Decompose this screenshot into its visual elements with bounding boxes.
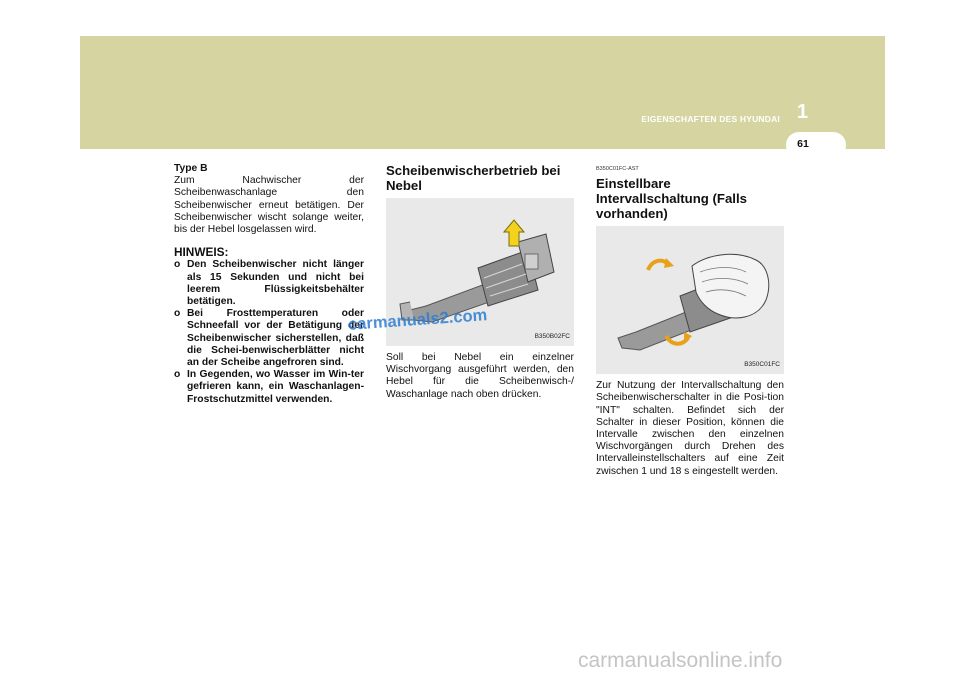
- column-right: [596, 163, 784, 478]
- bullet: o: [174, 369, 181, 381]
- fog-paragraph: Soll bei Nebel ein einzelner Wischvorgang ausgeführt werden, den Hebel für die Scheibenwisch-/ Waschanlage nach oben drücken.: [386, 352, 574, 400]
- list-item: [174, 259, 364, 308]
- note-text: Bei Frosttemperaturen oder Schneefall vor der Betätigung der Scheibenwischer sicherstellen, daß die Schei-benwischerblätter nicht an der Scheibe angefroren sind.: [187, 308, 364, 369]
- list-item: [174, 369, 364, 406]
- section-title-fog: Scheibenwischerbetrieb bei Nebel: [386, 163, 561, 193]
- column-left: [174, 163, 364, 406]
- hinweis-heading: HINWEIS:: [174, 245, 229, 260]
- watermark-footer: carmanualsonline.info: [578, 649, 783, 672]
- list-item: [174, 308, 364, 369]
- chapter-title: EIGENSCHAFTEN DES HYUNDAI: [641, 114, 780, 124]
- note-list: [174, 259, 364, 405]
- figure-code: B350C01FC: [744, 361, 780, 368]
- watermark-overlay: carmanuals2.com: [347, 306, 488, 334]
- intro-paragraph: Zum Nachwischer der Scheibenwaschanlage den Scheibenwischer erneut betätigen. Der Scheibenwischer wischt solange weiter, bis der Hebel losgelassen wird.: [174, 175, 364, 236]
- type-label: Type B: [174, 163, 208, 174]
- page-number: 61: [797, 138, 809, 150]
- interval-paragraph: Zur Nutzung der Intervallschaltung den Scheibenwischerschalter in die Posi-tion "INT" schalten. Befindet sich der Schalter in dieser Position, können die Intervalle zwischen den einzelnen Wischvorgängen durch Drehen des Intervalleinstellschalters auf eine Zeit zwischen 1 und 18 s eingestellt werden.: [596, 380, 784, 477]
- bullet: o: [174, 259, 181, 271]
- column-middle: [386, 163, 574, 401]
- note-text: Den Scheibenwischer nicht länger als 15 Sekunden und nicht bei leerem Flüssigkeitsbehälter betätigen.: [187, 259, 364, 308]
- section-code: B350C01FC-AST: [596, 166, 639, 172]
- interval-switch-figure: [596, 226, 784, 374]
- section-title-interval: Einstellbare Intervallschaltung (Falls vorhanden): [596, 176, 747, 222]
- chapter-number: 1: [796, 101, 808, 123]
- bullet: o: [174, 308, 181, 320]
- header-band: [80, 36, 885, 149]
- hand-on-lever-illustration: [596, 226, 784, 374]
- figure-code: B350B02FC: [534, 332, 570, 340]
- note-text: In Gegenden, wo Wasser im Win-ter gefrieren kann, ein Waschanlagen-Frostschutzmittel verwenden.: [187, 369, 364, 405]
